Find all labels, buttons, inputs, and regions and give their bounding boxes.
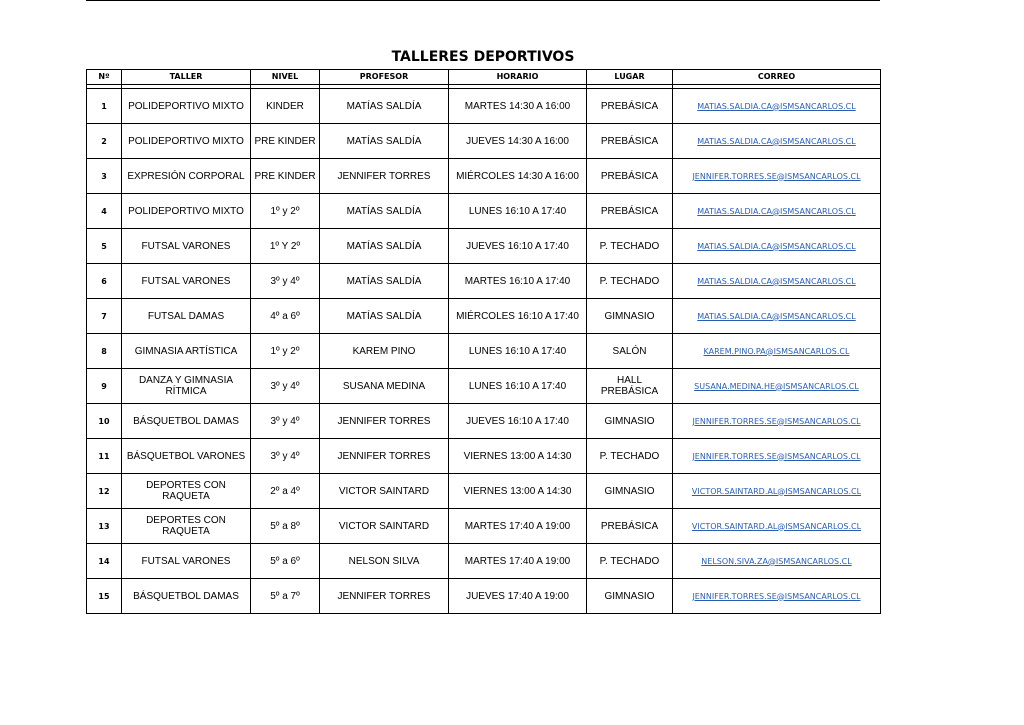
cell-taller: DEPORTES CON RAQUETA <box>122 509 251 544</box>
cell-num: 6 <box>87 264 122 299</box>
column-header-lugar: LUGAR <box>587 70 673 85</box>
email-link[interactable]: SUSANA.MEDINA.HE@ISMSANCARLOS.CL <box>694 381 859 391</box>
cell-num: 4 <box>87 194 122 229</box>
cell-num: 2 <box>87 124 122 159</box>
cell-horario: JUEVES 17:40 A 19:00 <box>449 579 587 614</box>
cell-profesor: MATÍAS SALDÍA <box>320 194 449 229</box>
email-link[interactable]: MATIAS.SALDIA.CA@ISMSANCARLOS.CL <box>697 101 856 111</box>
cell-nivel: 5º a 7º <box>251 579 320 614</box>
cell-taller: FUTSAL VARONES <box>122 229 251 264</box>
cell-taller: BÁSQUETBOL VARONES <box>122 439 251 474</box>
cell-nivel: 5º a 8º <box>251 509 320 544</box>
cell-horario: LUNES 16:10 A 17:40 <box>449 369 587 404</box>
email-link[interactable]: JENNIFER.TORRES.SE@ISMSANCARLOS.CL <box>692 416 861 426</box>
cell-horario: JUEVES 16:10 A 17:40 <box>449 229 587 264</box>
document-title: TALLERES DEPORTIVOS <box>391 49 575 65</box>
workshops-table <box>86 69 881 614</box>
cell-profesor: JENNIFER TORRES <box>320 439 449 474</box>
cell-profesor: VICTOR SAINTARD <box>320 509 449 544</box>
cell-profesor: SUSANA MEDINA <box>320 369 449 404</box>
table-row <box>87 544 881 579</box>
cell-taller: FUTSAL VARONES <box>122 544 251 579</box>
cell-horario: MARTES 14:30 A 16:00 <box>449 89 587 124</box>
cell-correo <box>673 369 881 404</box>
cell-lugar: HALL PREBÁSICA <box>587 369 673 404</box>
cell-correo <box>673 124 881 159</box>
table-row <box>87 264 881 299</box>
cell-correo <box>673 264 881 299</box>
cell-correo <box>673 509 881 544</box>
cell-nivel: 3º y 4º <box>251 439 320 474</box>
cell-correo <box>673 404 881 439</box>
email-link[interactable]: NELSON.SIVA.ZA@ISMSANCARLOS.CL <box>701 556 852 566</box>
cell-horario: MARTES 16:10 A 17:40 <box>449 264 587 299</box>
cell-profesor: MATÍAS SALDÍA <box>320 124 449 159</box>
cell-num: 11 <box>87 439 122 474</box>
table-row <box>87 299 881 334</box>
cell-profesor: KAREM PINO <box>320 334 449 369</box>
cell-nivel: 2º a 4º <box>251 474 320 509</box>
table-row <box>87 124 881 159</box>
cell-horario: VIERNES 13:00 A 14:30 <box>449 439 587 474</box>
cell-correo <box>673 299 881 334</box>
cell-correo <box>673 579 881 614</box>
column-header-horario: HORARIO <box>449 70 587 85</box>
cell-nivel: 3º y 4º <box>251 369 320 404</box>
cell-lugar: P. TECHADO <box>587 264 673 299</box>
cell-lugar: GIMNASIO <box>587 579 673 614</box>
cell-lugar: GIMNASIO <box>587 299 673 334</box>
column-header-correo: CORREO <box>673 70 881 85</box>
cell-profesor: MATÍAS SALDÍA <box>320 89 449 124</box>
cell-taller: GIMNASIA ARTÍSTICA <box>122 334 251 369</box>
email-link[interactable]: JENNIFER.TORRES.SE@ISMSANCARLOS.CL <box>692 171 861 181</box>
cell-lugar: PREBÁSICA <box>587 509 673 544</box>
cell-taller: FUTSAL DAMAS <box>122 299 251 334</box>
cell-correo <box>673 544 881 579</box>
cell-num: 10 <box>87 404 122 439</box>
table-row <box>87 474 881 509</box>
cell-profesor: VICTOR SAINTARD <box>320 474 449 509</box>
top-rule <box>86 0 880 1</box>
cell-taller: BÁSQUETBOL DAMAS <box>122 404 251 439</box>
cell-lugar: P. TECHADO <box>587 229 673 264</box>
email-link[interactable]: MATIAS.SALDIA.CA@ISMSANCARLOS.CL <box>697 136 856 146</box>
cell-taller: BÁSQUETBOL DAMAS <box>122 579 251 614</box>
cell-taller: DANZA Y GIMNASIA RÍTMICA <box>122 369 251 404</box>
cell-horario: MARTES 17:40 A 19:00 <box>449 544 587 579</box>
cell-lugar: GIMNASIO <box>587 474 673 509</box>
column-header-profesor: PROFESOR <box>320 70 449 85</box>
cell-horario: VIERNES 13:00 A 14:30 <box>449 474 587 509</box>
cell-correo <box>673 229 881 264</box>
table-header-row <box>87 70 881 85</box>
cell-nivel: 1º y 2º <box>251 194 320 229</box>
cell-horario: MIÉRCOLES 14:30 A 16:00 <box>449 159 587 194</box>
cell-num: 15 <box>87 579 122 614</box>
cell-num: 5 <box>87 229 122 264</box>
cell-num: 9 <box>87 369 122 404</box>
cell-correo <box>673 159 881 194</box>
cell-profesor: MATÍAS SALDÍA <box>320 264 449 299</box>
cell-nivel: 1º y 2º <box>251 334 320 369</box>
cell-nivel: PRE KINDER <box>251 159 320 194</box>
cell-num: 1 <box>87 89 122 124</box>
table-row <box>87 194 881 229</box>
table-row <box>87 404 881 439</box>
cell-horario: MIÉRCOLES 16:10 A 17:40 <box>449 299 587 334</box>
email-link[interactable]: JENNIFER.TORRES.SE@ISMSANCARLOS.CL <box>692 451 861 461</box>
table-row <box>87 89 881 124</box>
column-header-taller: TALLER <box>122 70 251 85</box>
cell-nivel: PRE KINDER <box>251 124 320 159</box>
cell-lugar: SALÓN <box>587 334 673 369</box>
email-link[interactable]: VICTOR.SAINTARD.AL@ISMSANCARLOS.CL <box>691 521 862 531</box>
cell-taller: DEPORTES CON RAQUETA <box>122 474 251 509</box>
cell-nivel: 5º a 6º <box>251 544 320 579</box>
cell-profesor: MATÍAS SALDÍA <box>320 299 449 334</box>
cell-lugar: PREBÁSICA <box>587 124 673 159</box>
cell-nivel: 4º a 6º <box>251 299 320 334</box>
cell-nivel: KINDER <box>251 89 320 124</box>
cell-horario: JUEVES 14:30 A 16:00 <box>449 124 587 159</box>
email-link[interactable]: JENNIFER.TORRES.SE@ISMSANCARLOS.CL <box>692 591 861 601</box>
email-link[interactable]: KAREM.PINO.PA@ISMSANCARLOS.CL <box>703 346 850 356</box>
table-row <box>87 229 881 264</box>
cell-lugar: PREBÁSICA <box>587 159 673 194</box>
email-link[interactable]: MATIAS.SALDIA.CA@ISMSANCARLOS.CL <box>697 206 856 216</box>
table-row <box>87 159 881 194</box>
cell-horario: JUEVES 16:10 A 17:40 <box>449 404 587 439</box>
cell-taller: POLIDEPORTIVO MIXTO <box>122 194 251 229</box>
cell-lugar: PREBÁSICA <box>587 194 673 229</box>
cell-profesor: MATÍAS SALDÍA <box>320 229 449 264</box>
cell-profesor: JENNIFER TORRES <box>320 404 449 439</box>
column-header-nivel: NIVEL <box>251 70 320 85</box>
cell-nivel: 3º y 4º <box>251 264 320 299</box>
cell-nivel: 1º Y 2º <box>251 229 320 264</box>
cell-horario: LUNES 16:10 A 17:40 <box>449 194 587 229</box>
cell-correo <box>673 474 881 509</box>
cell-horario: LUNES 16:10 A 17:40 <box>449 334 587 369</box>
cell-correo <box>673 89 881 124</box>
table-row <box>87 369 881 404</box>
cell-taller: POLIDEPORTIVO MIXTO <box>122 124 251 159</box>
cell-num: 7 <box>87 299 122 334</box>
cell-correo <box>673 194 881 229</box>
cell-num: 8 <box>87 334 122 369</box>
table-row <box>87 334 881 369</box>
cell-lugar: P. TECHADO <box>587 439 673 474</box>
cell-correo <box>673 334 881 369</box>
cell-lugar: GIMNASIO <box>587 404 673 439</box>
email-link[interactable]: MATIAS.SALDIA.CA@ISMSANCARLOS.CL <box>697 276 856 286</box>
cell-lugar: P. TECHADO <box>587 544 673 579</box>
cell-horario: MARTES 17:40 A 19:00 <box>449 509 587 544</box>
cell-num: 3 <box>87 159 122 194</box>
table-row <box>87 439 881 474</box>
email-link[interactable]: VICTOR.SAINTARD.AL@ISMSANCARLOS.CL <box>691 486 862 496</box>
cell-profesor: JENNIFER TORRES <box>320 159 449 194</box>
cell-num: 13 <box>87 509 122 544</box>
table-row <box>87 579 881 614</box>
table-row <box>87 509 881 544</box>
cell-taller: POLIDEPORTIVO MIXTO <box>122 89 251 124</box>
cell-num: 12 <box>87 474 122 509</box>
cell-profesor: JENNIFER TORRES <box>320 579 449 614</box>
cell-lugar: PREBÁSICA <box>587 89 673 124</box>
cell-taller: EXPRESIÓN CORPORAL <box>122 159 251 194</box>
cell-correo <box>673 439 881 474</box>
cell-taller: FUTSAL VARONES <box>122 264 251 299</box>
cell-num: 14 <box>87 544 122 579</box>
email-link[interactable]: MATIAS.SALDIA.CA@ISMSANCARLOS.CL <box>697 311 856 321</box>
column-header-num: Nº <box>87 70 122 85</box>
cell-profesor: NELSON SILVA <box>320 544 449 579</box>
table-body <box>87 85 881 614</box>
cell-nivel: 3º y 4º <box>251 404 320 439</box>
email-link[interactable]: MATIAS.SALDIA.CA@ISMSANCARLOS.CL <box>697 241 856 251</box>
